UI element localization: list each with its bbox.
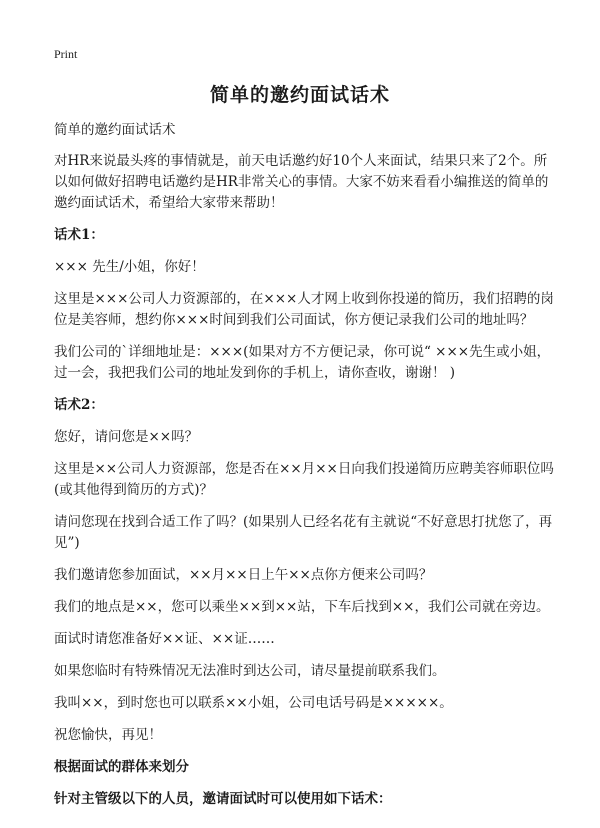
document-subtitle: 简单的邀约面试话术 [54,122,176,138]
script-2-invitation: 我们邀请您参加面试，××月××日上午××点你方便来公司吗？ [54,567,433,583]
script-1-body: 这里是×××公司人力资源部的，在×××人才网上收到你投递的简历，我们招聘的岗位是美容师，想约你×××时间到我们公司面试，你方便记录我们公司的地址吗？ [54,291,554,328]
script-2-phone: 我叫××，到时您也可以联系××小姐，公司电话号码是×××××。 [54,695,453,711]
script-2-question: 请问您现在找到合适工作了吗？(如果别人已经名花有主就说“不好意思打扰您了，再见”) [54,514,553,551]
section-heading-below-supervisor: 针对主管级以下的人员，邀请面试时可以使用如下话术： [54,791,392,807]
script-2-intro: 这里是××公司人力资源部，您是否在××月××日向我们投递简历应聘美容师职位吗(或其他得到简历的方式)？ [54,461,554,498]
section-heading-script-2: 话术2： [54,397,104,413]
section-heading-script-1: 话术1： [54,227,104,243]
script-2-documents: 面试时请您准备好××证、××证…… [54,631,275,647]
document-title: 简单的邀约面试话术 [209,84,390,106]
script-2-contact-note: 如果您临时有特殊情况无法准时到达公司，请尽量提前联系我们。 [54,663,446,679]
document-body [54,120,554,821]
script-2-location: 我们的地点是××，您可以乘坐××到××站，下车后找到××，我们公司就在旁边。 [54,599,550,615]
script-2-farewell: 祝您愉快，再见！ [54,727,162,743]
section-heading-by-group: 根据面试的群体来划分 [54,759,189,775]
script-1-greeting: ××× 先生/小姐，你好！ [54,259,205,275]
print-link[interactable]: Print [54,47,78,61]
script-2-greeting: 您好，请问您是××吗？ [54,429,199,445]
script-1-address: 我们公司的`详细地址是：×××(如果对方不方便记录，你可说“ ×××先生或小姐，过一会，我把我们公司的地址发到你的手机上，请你查收，谢谢！ ) [54,344,551,381]
intro-paragraph: 对HR来说最头疼的事情就是，前天电话邀约好10个人来面试，结果只来了2个。所以如何做好招聘电话邀约是HR非常关心的事情。大家不妨来看看小编推送的简单的邀约面试话术，希望给大家带来帮助！ [54,153,549,211]
